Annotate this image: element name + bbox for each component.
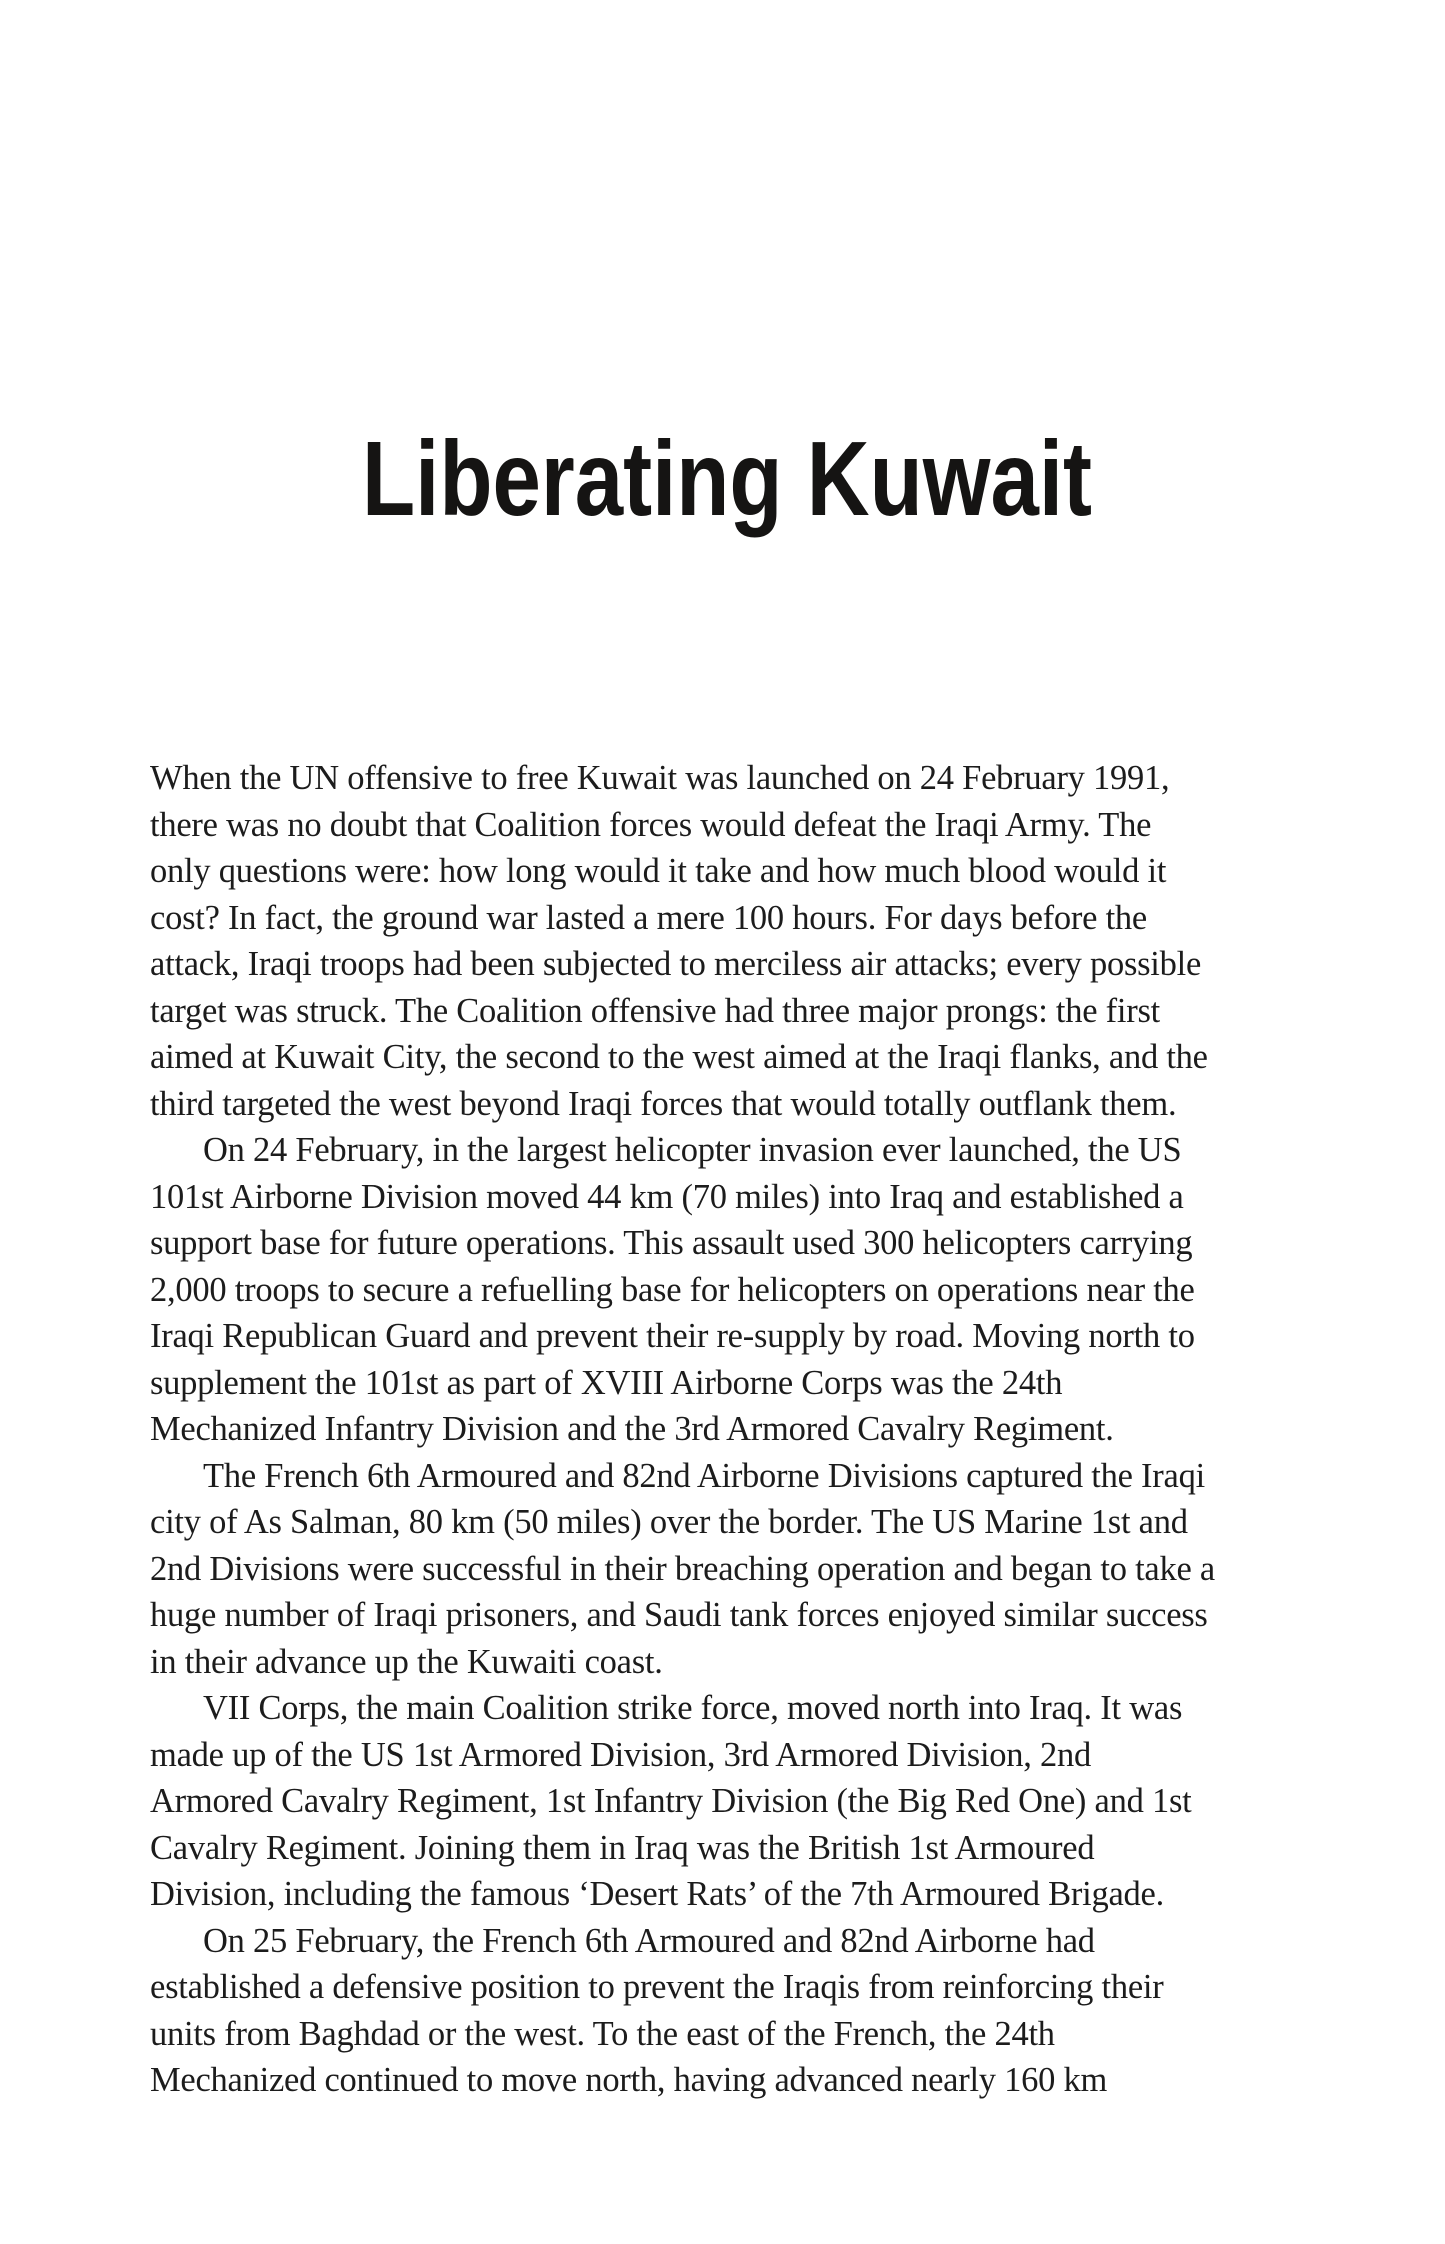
body-line: On 24 February, in the largest helicopter invasion ever launched, the US	[203, 1131, 1182, 1169]
body-line: only questions were: how long would it take and how much blood would it	[150, 852, 1167, 890]
body-line: huge number of Iraqi prisoners, and Saudi tank forces enjoyed similar success	[150, 1596, 1208, 1634]
body-line: aimed at Kuwait City, the second to the west aimed at the Iraqi flanks, and the	[150, 1038, 1208, 1076]
body-line: target was struck. The Coalition offensive had three major prongs: the first	[150, 991, 1161, 1030]
body-line: 2nd Divisions were successful in their breaching operation and began to take a	[150, 1549, 1215, 1588]
body-line: The French 6th Armoured and 82nd Airborne Divisions captured the Iraqi	[203, 1456, 1205, 1495]
body-line: in their advance up the Kuwaiti coast.	[150, 1642, 663, 1681]
body-line: made up of the US 1st Armored Division, 3rd Armored Division, 2nd	[150, 1735, 1092, 1774]
body-line: established a defensive position to prevent the Iraqis from reinforcing their	[150, 1968, 1164, 2006]
body-line: 2,000 troops to secure a refuelling base for helicopters on operations near the	[150, 1270, 1195, 1309]
body-line: Iraqi Republican Guard and prevent their re-supply by road. Moving north to	[150, 1317, 1195, 1355]
body-line: 101st Airborne Division moved 44 km (70 miles) into Iraq and established a	[150, 1177, 1184, 1216]
body-line: Mechanized continued to move north, having advanced nearly 160 km	[150, 2061, 1108, 2099]
body-line: city of As Salman, 80 km (50 miles) over the border. The US Marine 1st and	[150, 1503, 1188, 1541]
body-line: Mechanized Infantry Division and the 3rd Armored Cavalry Regiment.	[150, 1410, 1114, 1448]
body-line: VII Corps, the main Coalition strike force, moved north into Iraq. It was	[203, 1689, 1183, 1727]
body-line: Cavalry Regiment. Joining them in Iraq was the British 1st Armoured	[150, 1828, 1095, 1867]
body-line: When the UN offensive to free Kuwait was launched on 24 February 1991,	[150, 759, 1170, 797]
chapter-title: Liberating Kuwait	[362, 436, 1092, 538]
body-line: there was no doubt that Coalition forces would defeat the Iraqi Army. The	[150, 805, 1152, 844]
body-line: Armored Cavalry Regiment, 1st Infantry Division (the Big Red One) and 1st	[150, 1782, 1192, 1820]
body-line: units from Baghdad or the west. To the east of the French, the 24th	[150, 2014, 1055, 2053]
body-line: attack, Iraqi troops had been subjected to merciless air attacks; every possible	[150, 945, 1202, 983]
chapter-title-block	[0, 436, 1445, 566]
body-line: On 25 February, the French 6th Armoured and 82nd Airborne had	[203, 1921, 1095, 1960]
body-line: support base for future operations. This assault used 300 helicopters carrying	[150, 1224, 1193, 1262]
body-line: cost? In fact, the ground war lasted a mere 100 hours. For days before the	[150, 898, 1147, 937]
body-text	[150, 755, 1310, 2104]
body-line: Division, including the famous ‘Desert Rats’ of the 7th Armoured Brigade.	[150, 1875, 1164, 1913]
body-line: third targeted the west beyond Iraqi forces that would totally outflank them.	[150, 1084, 1177, 1123]
body-line: supplement the 101st as part of XVIII Airborne Corps was the 24th	[150, 1363, 1063, 1402]
